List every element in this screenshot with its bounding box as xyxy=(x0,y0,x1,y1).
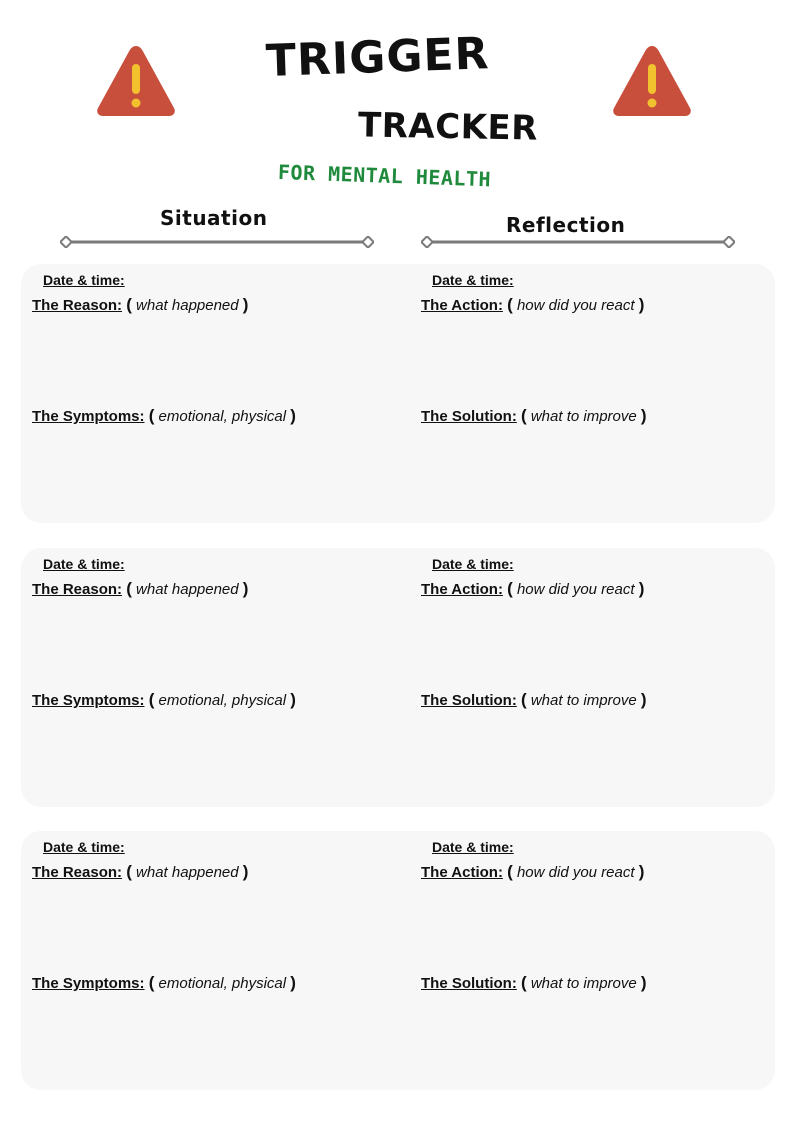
situation-date-label: Date & time: xyxy=(43,556,125,572)
reason-field-label: The Reason: ( what happened ) xyxy=(32,862,249,881)
action-field-label: The Action: ( how did you react ) xyxy=(421,862,645,881)
reflection-date-label: Date & time: xyxy=(432,839,514,855)
entry-card xyxy=(21,264,775,523)
warning-triangle-icon xyxy=(611,42,693,118)
reason-field-label: The Reason: ( what happened ) xyxy=(32,295,249,314)
symptoms-field-label: The Symptoms: ( emotional, physical ) xyxy=(32,973,296,992)
solution-field-label: The Solution: ( what to improve ) xyxy=(421,690,647,709)
symptoms-field-label: The Symptoms: ( emotional, physical ) xyxy=(32,690,296,709)
warning-triangle-icon xyxy=(95,42,177,118)
action-field-label: The Action: ( how did you react ) xyxy=(421,295,645,314)
page-title-line2: TRACKER xyxy=(357,105,539,149)
solution-field-label: The Solution: ( what to improve ) xyxy=(421,973,647,992)
reflection-date-label: Date & time: xyxy=(432,556,514,572)
action-field-label: The Action: ( how did you react ) xyxy=(421,579,645,598)
situation-date-label: Date & time: xyxy=(43,839,125,855)
column-divider xyxy=(60,236,374,248)
situation-date-label: Date & time: xyxy=(43,272,125,288)
column-divider xyxy=(421,236,735,248)
page-title: TRIGGER xyxy=(265,28,491,87)
reason-field-label: The Reason: ( what happened ) xyxy=(32,579,249,598)
reflection-date-label: Date & time: xyxy=(432,272,514,288)
symptoms-field-label: The Symptoms: ( emotional, physical ) xyxy=(32,406,296,425)
entry-card xyxy=(21,831,775,1090)
page-subtitle: FOR MENTAL HEALTH xyxy=(277,160,492,192)
solution-field-label: The Solution: ( what to improve ) xyxy=(421,406,647,425)
entry-card xyxy=(21,548,775,807)
column-heading-reflection: Reflection xyxy=(506,213,626,237)
column-heading-situation: Situation xyxy=(160,206,268,230)
